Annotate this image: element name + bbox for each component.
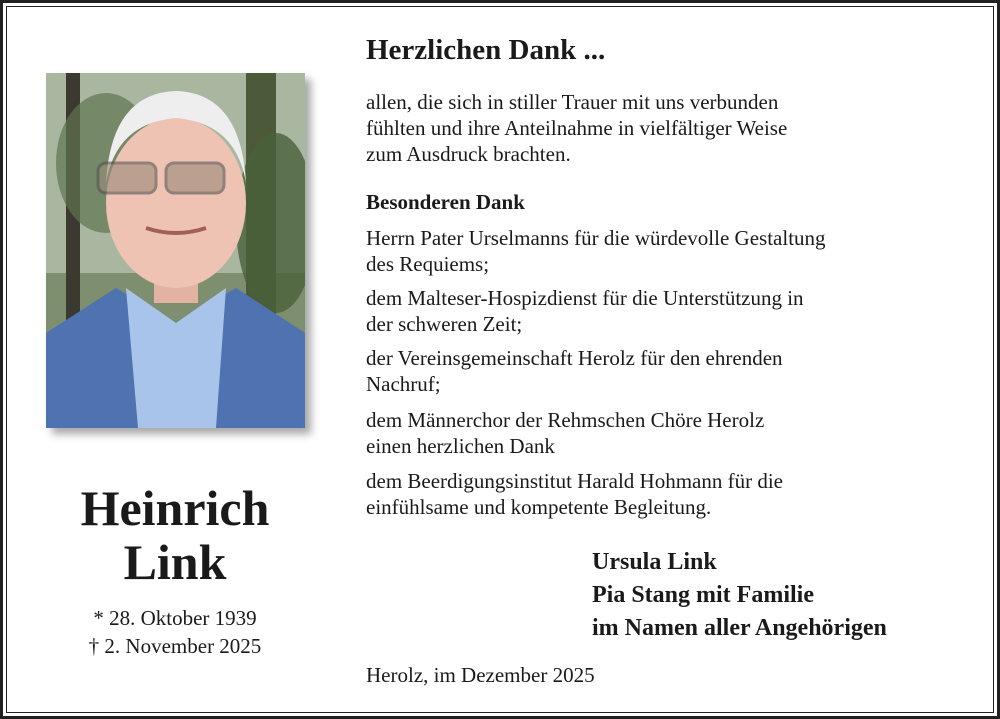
thanks-line: dem Männerchor der Rehmschen Chöre Herolz bbox=[366, 408, 765, 432]
special-thanks-heading: Besonderen Dank bbox=[366, 190, 525, 214]
thanks-line: des Requiems; bbox=[366, 252, 490, 276]
thanks-line: einfühlsame und kompetente Begleitung. bbox=[366, 495, 712, 519]
deceased-first-name: Heinrich bbox=[80, 480, 270, 536]
deceased-last-name: Link bbox=[123, 534, 227, 590]
thanks-item bbox=[366, 285, 976, 337]
thanks-line: dem Beerdigungsinstitut Harald Hohmann für die bbox=[366, 469, 783, 493]
thanks-item bbox=[366, 345, 976, 397]
signature-line: Pia Stang mit Familie bbox=[592, 582, 814, 608]
thanks-line: Herrn Pater Urselmanns für die würdevolle Gestaltung bbox=[366, 226, 826, 250]
portrait-photo bbox=[46, 73, 305, 428]
thanks-line: einen herzlichen Dank bbox=[366, 434, 555, 458]
thanks-line: Nachruf; bbox=[366, 372, 441, 396]
thanks-line: der Vereinsgemeinschaft Herolz für den ehrenden bbox=[366, 346, 783, 370]
thanks-item bbox=[366, 225, 976, 277]
signature-line: Ursula Link bbox=[592, 549, 717, 575]
thanks-item bbox=[366, 468, 976, 520]
signatures bbox=[592, 546, 887, 645]
thanks-line: der schweren Zeit; bbox=[366, 312, 523, 336]
death-date: † 2. November 2025 bbox=[88, 634, 262, 658]
thanks-item bbox=[366, 407, 976, 459]
birth-date: * 28. Oktober 1939 bbox=[93, 606, 257, 630]
intro-line: zum Ausdruck brachten. bbox=[366, 142, 571, 166]
signature-line: im Namen aller Angehörigen bbox=[592, 615, 887, 641]
thanks-line: dem Malteser-Hospizdienst für die Unterstützung in bbox=[366, 286, 804, 310]
intro-text bbox=[366, 89, 976, 167]
intro-line: allen, die sich in stiller Trauer mit uns verbunden bbox=[366, 90, 779, 114]
intro-line: fühlten und ihre Anteilnahme in vielfältiger Weise bbox=[366, 116, 788, 140]
life-dates bbox=[30, 604, 320, 660]
heading: Herzlichen Dank ... bbox=[366, 34, 606, 66]
place-date: Herolz, im Dezember 2025 bbox=[366, 663, 595, 687]
thanks-list bbox=[366, 225, 976, 528]
